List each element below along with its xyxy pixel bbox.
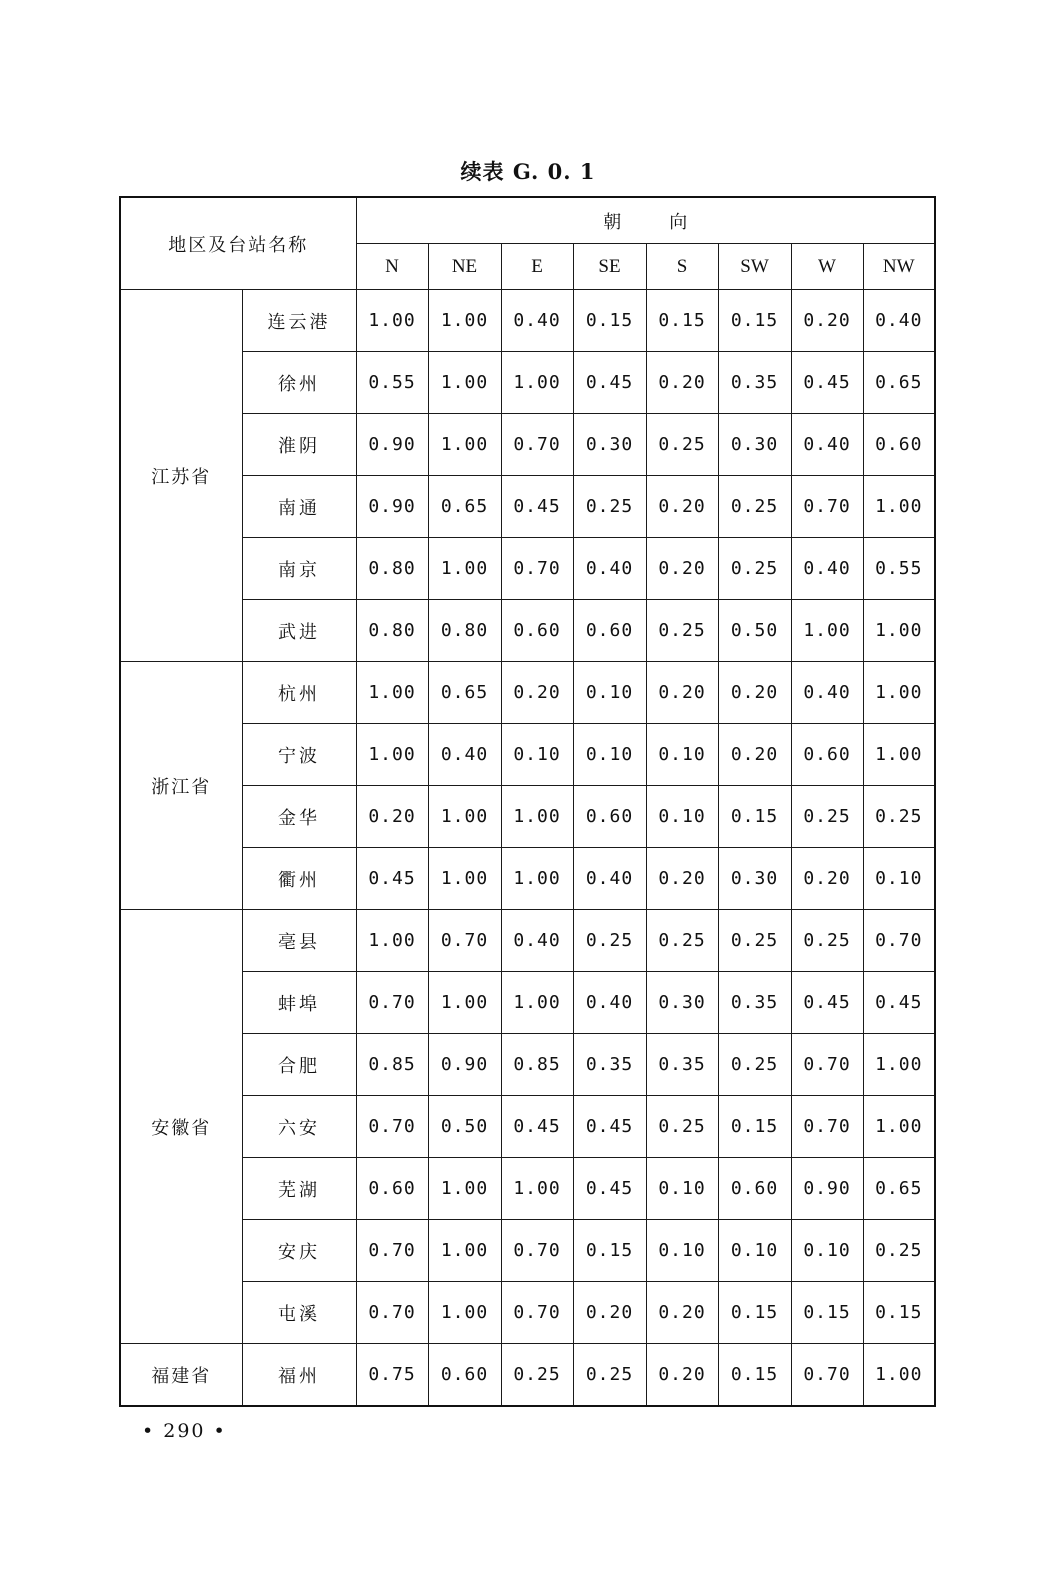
value-cell-e: 0.40: [501, 910, 573, 972]
value-cell-sw: 0.20: [718, 724, 791, 786]
value-cell-se: 0.45: [573, 1096, 646, 1158]
value-cell-sw: 0.35: [718, 972, 791, 1034]
value-cell-e: 1.00: [501, 1158, 573, 1220]
table-row: [120, 848, 935, 910]
value-cell-ne: 0.70: [428, 910, 501, 972]
station-cell: 亳县: [242, 910, 356, 972]
value-cell-w: 0.45: [791, 352, 863, 414]
value-cell-w: 0.40: [791, 538, 863, 600]
value-cell-w: 0.25: [791, 910, 863, 972]
value-cell-sw: 0.50: [718, 600, 791, 662]
station-cell: 杭州: [242, 662, 356, 724]
station-cell: 宁波: [242, 724, 356, 786]
table-row: [120, 786, 935, 848]
value-cell-n: 0.90: [356, 476, 428, 538]
value-cell-n: 1.00: [356, 910, 428, 972]
header-dir-w: W: [791, 244, 863, 290]
value-cell-sw: 0.15: [718, 290, 791, 352]
table-row: [120, 1034, 935, 1096]
value-cell-n: 0.20: [356, 786, 428, 848]
value-cell-w: 0.60: [791, 724, 863, 786]
value-cell-s: 0.25: [646, 910, 718, 972]
value-cell-nw: 0.10: [863, 848, 935, 910]
table-row: [120, 1220, 935, 1282]
value-cell-n: 0.45: [356, 848, 428, 910]
station-cell: 金华: [242, 786, 356, 848]
value-cell-ne: 0.90: [428, 1034, 501, 1096]
value-cell-e: 0.85: [501, 1034, 573, 1096]
value-cell-s: 0.20: [646, 848, 718, 910]
value-cell-e: 1.00: [501, 972, 573, 1034]
value-cell-w: 0.25: [791, 786, 863, 848]
station-cell: 南京: [242, 538, 356, 600]
table-row: [120, 1158, 935, 1220]
table-row: [120, 1096, 935, 1158]
station-cell: 六安: [242, 1096, 356, 1158]
value-cell-s: 0.20: [646, 538, 718, 600]
value-cell-w: 0.20: [791, 290, 863, 352]
value-cell-se: 0.20: [573, 1282, 646, 1344]
value-cell-w: 0.10: [791, 1220, 863, 1282]
value-cell-ne: 1.00: [428, 1282, 501, 1344]
value-cell-ne: 1.00: [428, 786, 501, 848]
value-cell-n: 0.80: [356, 600, 428, 662]
value-cell-nw: 0.40: [863, 290, 935, 352]
region-cell: 安徽省: [120, 910, 242, 1344]
table-row: [120, 1344, 935, 1407]
value-cell-s: 0.25: [646, 600, 718, 662]
header-dir-se: SE: [573, 244, 646, 290]
value-cell-s: 0.10: [646, 1220, 718, 1282]
value-cell-e: 0.10: [501, 724, 573, 786]
value-cell-n: 1.00: [356, 662, 428, 724]
value-cell-sw: 0.10: [718, 1220, 791, 1282]
value-cell-nw: 0.15: [863, 1282, 935, 1344]
value-cell-sw: 0.20: [718, 662, 791, 724]
value-cell-n: 0.55: [356, 352, 428, 414]
region-cell: 福建省: [120, 1344, 242, 1407]
value-cell-e: 0.45: [501, 476, 573, 538]
station-cell: 屯溪: [242, 1282, 356, 1344]
station-cell: 徐州: [242, 352, 356, 414]
value-cell-se: 0.25: [573, 1344, 646, 1407]
value-cell-nw: 1.00: [863, 724, 935, 786]
value-cell-nw: 1.00: [863, 476, 935, 538]
station-cell: 淮阴: [242, 414, 356, 476]
value-cell-e: 0.70: [501, 1282, 573, 1344]
data-table: [119, 196, 936, 1407]
value-cell-ne: 1.00: [428, 1220, 501, 1282]
value-cell-w: 0.40: [791, 662, 863, 724]
value-cell-s: 0.35: [646, 1034, 718, 1096]
value-cell-e: 0.40: [501, 290, 573, 352]
table-row: [120, 972, 935, 1034]
value-cell-w: 0.70: [791, 1034, 863, 1096]
table-row: [120, 352, 935, 414]
value-cell-ne: 0.65: [428, 662, 501, 724]
header-direction: 朝向: [356, 197, 935, 244]
value-cell-se: 0.60: [573, 600, 646, 662]
value-cell-n: 0.80: [356, 538, 428, 600]
value-cell-e: 0.20: [501, 662, 573, 724]
region-cell: 江苏省: [120, 290, 242, 662]
table-title: 续表 G. 0. 1: [460, 159, 596, 184]
value-cell-ne: 0.65: [428, 476, 501, 538]
station-cell: 芜湖: [242, 1158, 356, 1220]
page-number: • 290 •: [142, 1420, 227, 1442]
value-cell-nw: 1.00: [863, 662, 935, 724]
value-cell-w: 0.90: [791, 1158, 863, 1220]
value-cell-e: 1.00: [501, 848, 573, 910]
value-cell-n: 0.60: [356, 1158, 428, 1220]
table-row: [120, 290, 935, 352]
value-cell-e: 0.25: [501, 1344, 573, 1407]
value-cell-n: 0.90: [356, 414, 428, 476]
value-cell-sw: 0.35: [718, 352, 791, 414]
value-cell-e: 0.70: [501, 1220, 573, 1282]
value-cell-sw: 0.25: [718, 476, 791, 538]
value-cell-w: 1.00: [791, 600, 863, 662]
region-cell: 浙江省: [120, 662, 242, 910]
value-cell-nw: 0.45: [863, 972, 935, 1034]
value-cell-s: 0.20: [646, 1344, 718, 1407]
value-cell-sw: 0.15: [718, 1282, 791, 1344]
value-cell-nw: 0.25: [863, 786, 935, 848]
value-cell-e: 1.00: [501, 786, 573, 848]
value-cell-sw: 0.30: [718, 848, 791, 910]
value-cell-w: 0.45: [791, 972, 863, 1034]
value-cell-s: 0.25: [646, 1096, 718, 1158]
value-cell-ne: 0.50: [428, 1096, 501, 1158]
value-cell-s: 0.20: [646, 1282, 718, 1344]
header-dir-n: N: [356, 244, 428, 290]
table-row: [120, 910, 935, 972]
value-cell-ne: 0.60: [428, 1344, 501, 1407]
value-cell-w: 0.40: [791, 414, 863, 476]
table-row: [120, 538, 935, 600]
station-cell: 衢州: [242, 848, 356, 910]
value-cell-n: 0.70: [356, 1096, 428, 1158]
value-cell-n: 0.70: [356, 972, 428, 1034]
value-cell-ne: 0.80: [428, 600, 501, 662]
value-cell-sw: 0.60: [718, 1158, 791, 1220]
value-cell-se: 0.15: [573, 290, 646, 352]
value-cell-se: 0.45: [573, 1158, 646, 1220]
header-dir-s: S: [646, 244, 718, 290]
value-cell-se: 0.25: [573, 476, 646, 538]
table-row: [120, 414, 935, 476]
station-cell: 连云港: [242, 290, 356, 352]
value-cell-w: 0.15: [791, 1282, 863, 1344]
value-cell-n: 1.00: [356, 290, 428, 352]
value-cell-w: 0.70: [791, 1096, 863, 1158]
value-cell-w: 0.70: [791, 1344, 863, 1407]
value-cell-n: 1.00: [356, 724, 428, 786]
value-cell-s: 0.10: [646, 786, 718, 848]
value-cell-s: 0.20: [646, 352, 718, 414]
table-row: [120, 724, 935, 786]
header-dir-nw: NW: [863, 244, 935, 290]
value-cell-se: 0.10: [573, 662, 646, 724]
value-cell-se: 0.10: [573, 724, 646, 786]
value-cell-sw: 0.15: [718, 1344, 791, 1407]
value-cell-ne: 0.40: [428, 724, 501, 786]
value-cell-sw: 0.30: [718, 414, 791, 476]
value-cell-ne: 1.00: [428, 972, 501, 1034]
value-cell-s: 0.15: [646, 290, 718, 352]
value-cell-n: 0.85: [356, 1034, 428, 1096]
value-cell-nw: 1.00: [863, 1034, 935, 1096]
value-cell-e: 0.45: [501, 1096, 573, 1158]
value-cell-s: 0.10: [646, 1158, 718, 1220]
value-cell-n: 0.70: [356, 1282, 428, 1344]
value-cell-s: 0.25: [646, 414, 718, 476]
value-cell-sw: 0.25: [718, 1034, 791, 1096]
station-cell: 蚌埠: [242, 972, 356, 1034]
value-cell-n: 0.75: [356, 1344, 428, 1407]
value-cell-nw: 0.65: [863, 352, 935, 414]
value-cell-s: 0.30: [646, 972, 718, 1034]
value-cell-se: 0.40: [573, 972, 646, 1034]
station-cell: 武进: [242, 600, 356, 662]
value-cell-w: 0.20: [791, 848, 863, 910]
table-row: [120, 1282, 935, 1344]
value-cell-nw: 0.60: [863, 414, 935, 476]
table-row: [120, 662, 935, 724]
value-cell-e: 0.70: [501, 538, 573, 600]
station-cell: 福州: [242, 1344, 356, 1407]
value-cell-nw: 1.00: [863, 1344, 935, 1407]
value-cell-nw: 0.25: [863, 1220, 935, 1282]
station-cell: 合肥: [242, 1034, 356, 1096]
header-dir-ne: NE: [428, 244, 501, 290]
value-cell-nw: 1.00: [863, 600, 935, 662]
station-cell: 南通: [242, 476, 356, 538]
value-cell-ne: 1.00: [428, 414, 501, 476]
table-row: [120, 476, 935, 538]
value-cell-sw: 0.25: [718, 538, 791, 600]
value-cell-se: 0.40: [573, 848, 646, 910]
station-cell: 安庆: [242, 1220, 356, 1282]
header-dir-e: E: [501, 244, 573, 290]
value-cell-se: 0.35: [573, 1034, 646, 1096]
value-cell-s: 0.10: [646, 724, 718, 786]
value-cell-sw: 0.25: [718, 910, 791, 972]
value-cell-ne: 1.00: [428, 290, 501, 352]
value-cell-se: 0.60: [573, 786, 646, 848]
value-cell-se: 0.15: [573, 1220, 646, 1282]
value-cell-se: 0.45: [573, 352, 646, 414]
value-cell-nw: 1.00: [863, 1096, 935, 1158]
value-cell-n: 0.70: [356, 1220, 428, 1282]
value-cell-w: 0.70: [791, 476, 863, 538]
value-cell-ne: 1.00: [428, 848, 501, 910]
value-cell-nw: 0.65: [863, 1158, 935, 1220]
value-cell-ne: 1.00: [428, 352, 501, 414]
value-cell-e: 0.60: [501, 600, 573, 662]
table-row: [120, 600, 935, 662]
value-cell-nw: 0.70: [863, 910, 935, 972]
value-cell-ne: 1.00: [428, 538, 501, 600]
value-cell-s: 0.20: [646, 476, 718, 538]
value-cell-nw: 0.55: [863, 538, 935, 600]
value-cell-se: 0.30: [573, 414, 646, 476]
value-cell-e: 0.70: [501, 414, 573, 476]
value-cell-sw: 0.15: [718, 1096, 791, 1158]
value-cell-e: 1.00: [501, 352, 573, 414]
value-cell-sw: 0.15: [718, 786, 791, 848]
value-cell-se: 0.25: [573, 910, 646, 972]
value-cell-s: 0.20: [646, 662, 718, 724]
header-dir-sw: SW: [718, 244, 791, 290]
value-cell-se: 0.40: [573, 538, 646, 600]
header-region-station: 地区及台站名称: [120, 197, 356, 290]
value-cell-ne: 1.00: [428, 1158, 501, 1220]
